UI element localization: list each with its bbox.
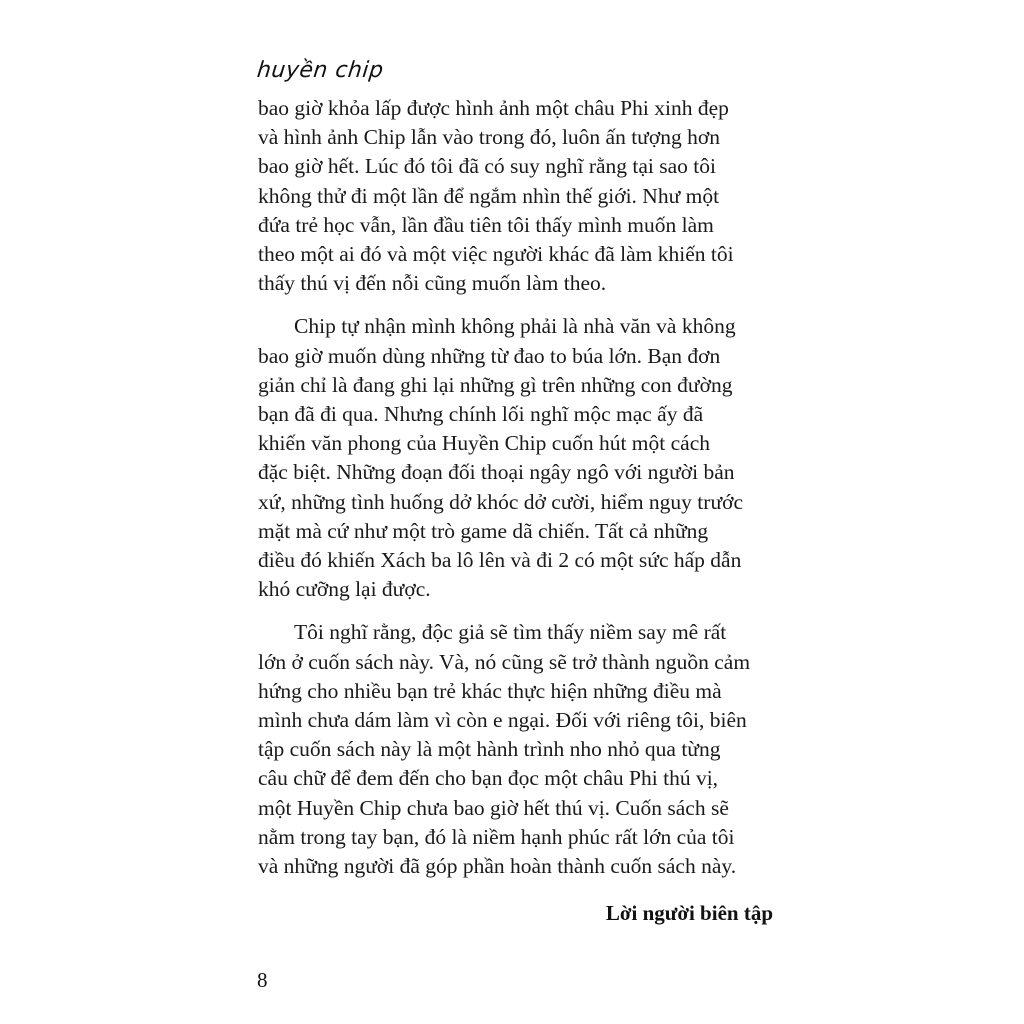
paragraph-2 (258, 312, 774, 604)
text-line: mình chưa dám làm vì còn e ngại. Đối với riêng tôi, biên (258, 708, 747, 733)
text-line: Tôi nghĩ rằng, độc giả sẽ tìm thấy niềm say mê rất (294, 620, 727, 645)
text-line: khiến văn phong của Huyền Chip cuốn hút một cách (258, 431, 710, 456)
text-line: hứng cho nhiều bạn trẻ khác thực hiện những điều mà (258, 678, 722, 703)
text-line: giản chỉ là đang ghi lại những gì trên những con đường (258, 372, 733, 397)
paragraph-3 (258, 618, 774, 881)
text-line: bao giờ hết. Lúc đó tôi đã có suy nghĩ rằng tại sao tôi (258, 154, 716, 179)
page-number: 8 (257, 968, 268, 992)
text-line: bao giờ khỏa lấp được hình ảnh một châu Phi xinh đẹp (258, 96, 729, 120)
text-line: và những người đã góp phần hoàn thành cuốn sách này. (258, 854, 737, 879)
text-line: bạn đã đi qua. Nhưng chính lối nghĩ mộc mạc ấy đã (258, 402, 704, 427)
text-line: điều đó khiến Xách ba lô lên và đi 2 có một sức hấp dẫn (258, 548, 742, 573)
paragraph-spacer (258, 604, 774, 618)
paragraph-1 (258, 94, 774, 298)
text-line: theo một ai đó và một việc người khác đã làm khiến tôi (258, 242, 734, 267)
text-line: lớn ở cuốn sách này. Và, nó cũng sẽ trở thành nguồn cảm (258, 649, 751, 674)
text-line: và hình ảnh Chip lẫn vào trong đó, luôn ấn tượng hơn (258, 125, 720, 150)
text-line: bao giờ muốn dùng những từ đao to búa lớn. Bạn đơn (258, 343, 721, 368)
text-line: xứ, những tình huống dở khóc dở cười, hiểm nguy trước (258, 489, 744, 514)
text-line: thấy thú vị đến nỗi cũng muốn làm theo. (258, 271, 607, 296)
text-line: câu chữ để đem đến cho bạn đọc một châu Phi thú vị, (258, 766, 719, 791)
text-line: không thử đi một lần để ngắm nhìn thế giới. Như một (258, 183, 720, 208)
body-text (258, 94, 774, 881)
editor-signature: Lời người biên tập (605, 901, 773, 925)
paragraph-spacer (258, 298, 774, 312)
text-line: Chip tự nhận mình không phải là nhà văn và không (294, 314, 736, 339)
text-line: đứa trẻ học vẫn, lần đầu tiên tôi thấy mình muốn làm (258, 212, 714, 237)
text-line: một Huyền Chip chưa bao giờ hết thú vị. Cuốn sách sẽ (258, 795, 729, 820)
text-line: nằm trong tay bạn, đó là niềm hạnh phúc rất lớn của tôi (258, 824, 735, 849)
text-line: đặc biệt. Những đoạn đối thoại ngây ngô với người bản (258, 460, 735, 485)
running-header: huyền chip (255, 58, 385, 83)
text-line: mặt mà cứ như một trò game dã chiến. Tất cả những (258, 518, 709, 543)
text-line: tập cuốn sách này là một hành trình nho nhỏ qua từng (258, 737, 721, 762)
text-line: khó cưỡng lại được. (258, 577, 431, 602)
